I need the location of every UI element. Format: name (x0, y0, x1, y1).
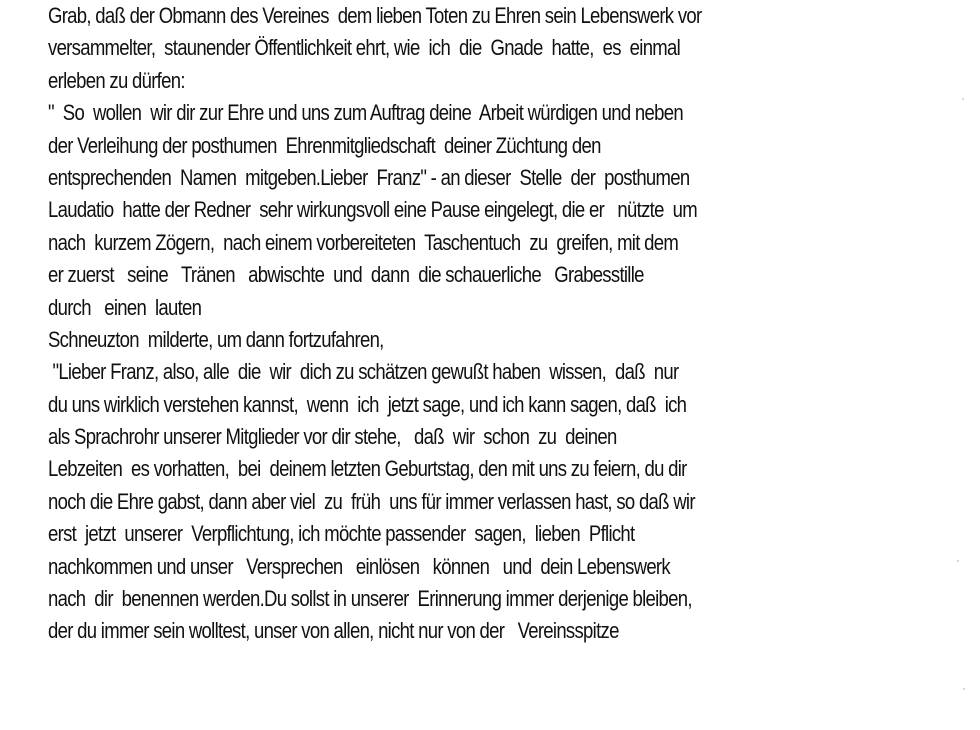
text-line: "Lieber Franz, also, alle die wir dich zu schätzen gewußt haben wissen, daß nur (48, 359, 679, 385)
text-line: noch die Ehre gabst, dann aber viel zu früh uns für immer verlassen hast, so daß wir (48, 488, 695, 514)
text-line: der du immer sein wolltest, unser von allen, nicht nur von der Vereinsspitze (48, 618, 619, 644)
text-line: versammelter, staunender Öffentlichkeit ehrt, wie ich die Gnade hatte, es einmal (48, 35, 681, 61)
scan-speck (957, 560, 959, 562)
text-line: Lebzeiten es vorhatten, bei deinem letzten Geburtstag, den mit uns zu feiern, du dir (48, 456, 687, 482)
text-line: du uns wirklich verstehen kannst, wenn ich jetzt sage, und ich kann sagen, daß ich (48, 391, 687, 417)
document-body-text (48, 0, 802, 648)
text-line: erst jetzt unserer Verpflichtung, ich möchte passender sagen, lieben Pflicht (48, 521, 635, 547)
text-line: er zuerst seine Tränen abwischte und dann die schauerliche Grabesstille (48, 262, 644, 288)
text-line: der Verleihung der posthumen Ehrenmitgliedschaft deiner Züchtung den (48, 132, 601, 158)
text-line: durch einen lauten (48, 294, 202, 320)
text-line: " So wollen wir dir zur Ehre und uns zum Auftrag deine Arbeit würdigen und neben (48, 100, 683, 126)
text-line: Laudatio hatte der Redner sehr wirkungsvoll eine Pause eingelegt, die er nützte um (48, 197, 697, 223)
text-line: nach kurzem Zögern, nach einem vorbereiteten Taschentuch zu greifen, mit dem (48, 229, 679, 255)
text-line: als Sprachrohr unserer Mitglieder vor dir stehe, daß wir schon zu deinen (48, 424, 617, 450)
scan-speck (962, 98, 964, 100)
text-line: entsprechenden Namen mitgeben.Lieber Franz" - an dieser Stelle der posthumen (48, 164, 690, 190)
text-line: nach dir benennen werden.Du sollst in unserer Erinnerung immer derjenige bleiben, (48, 586, 692, 612)
text-line: Schneuzton milderte, um dann fortzufahren, (48, 326, 384, 352)
text-line: Grab, daß der Obmann des Vereines dem lieben Toten zu Ehren sein Lebenswerk vor (48, 3, 702, 28)
scan-speck (963, 688, 965, 690)
text-line: nachkommen und unser Versprechen einlösen können und dein Lebenswerk (48, 553, 670, 579)
text-line: erleben zu dürfen: (48, 67, 185, 93)
